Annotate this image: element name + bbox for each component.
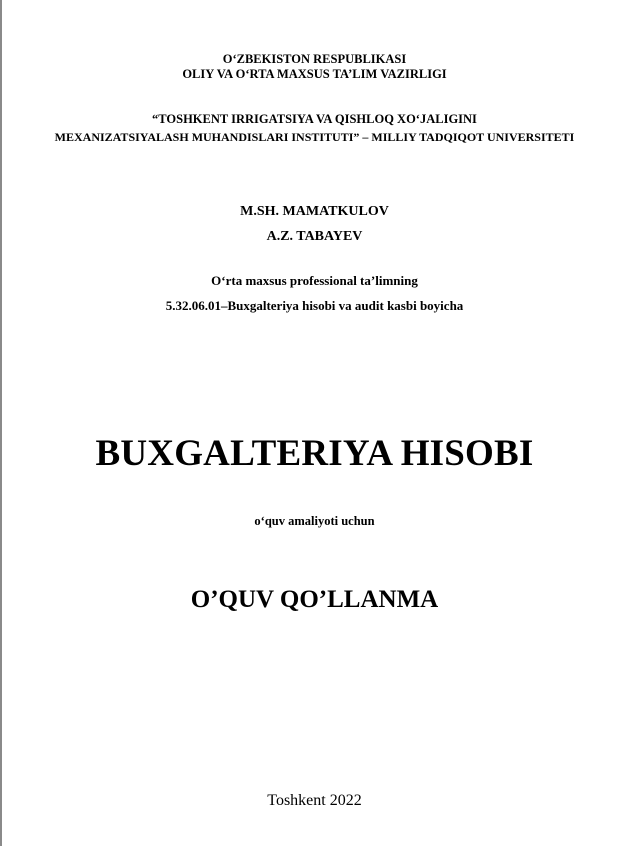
ministry-country: O‘ZBEKISTON RESPUBLIKASI [222,52,407,66]
institute-name-line1: “TOSHKENT IRRIGATSIYA VA QISHLOQ XO‘JALIGINI [152,112,477,126]
institute-name-line2: MEXANIZATSIYALASH MUHANDISLARI INSTITUTI” – MILLIY TADQIQOT UNIVERSITETI [54,130,575,144]
author-2: A.Z. TABAYEV [266,229,363,244]
document-page [2,0,627,846]
author-1: M.SH. MAMATKULOV [240,204,389,219]
program-line1: O‘rta maxsus professional ta’limning [211,273,418,288]
place-year: Toshkent 2022 [267,792,362,809]
program-line2: 5.32.06.01–Buxgalteriya hisobi va audit kasbi boyicha [165,298,464,313]
purpose-note: o‘quv amaliyoti uchun [254,514,375,528]
document-type: O’QUV QO’LLANMA [190,586,439,613]
ministry-name: OLIY VA O‘RTA MAXSUS TA’LIM VAZIRLIGI [182,67,447,81]
document-title: BUXGALTERIYA HISOBI [95,433,534,474]
